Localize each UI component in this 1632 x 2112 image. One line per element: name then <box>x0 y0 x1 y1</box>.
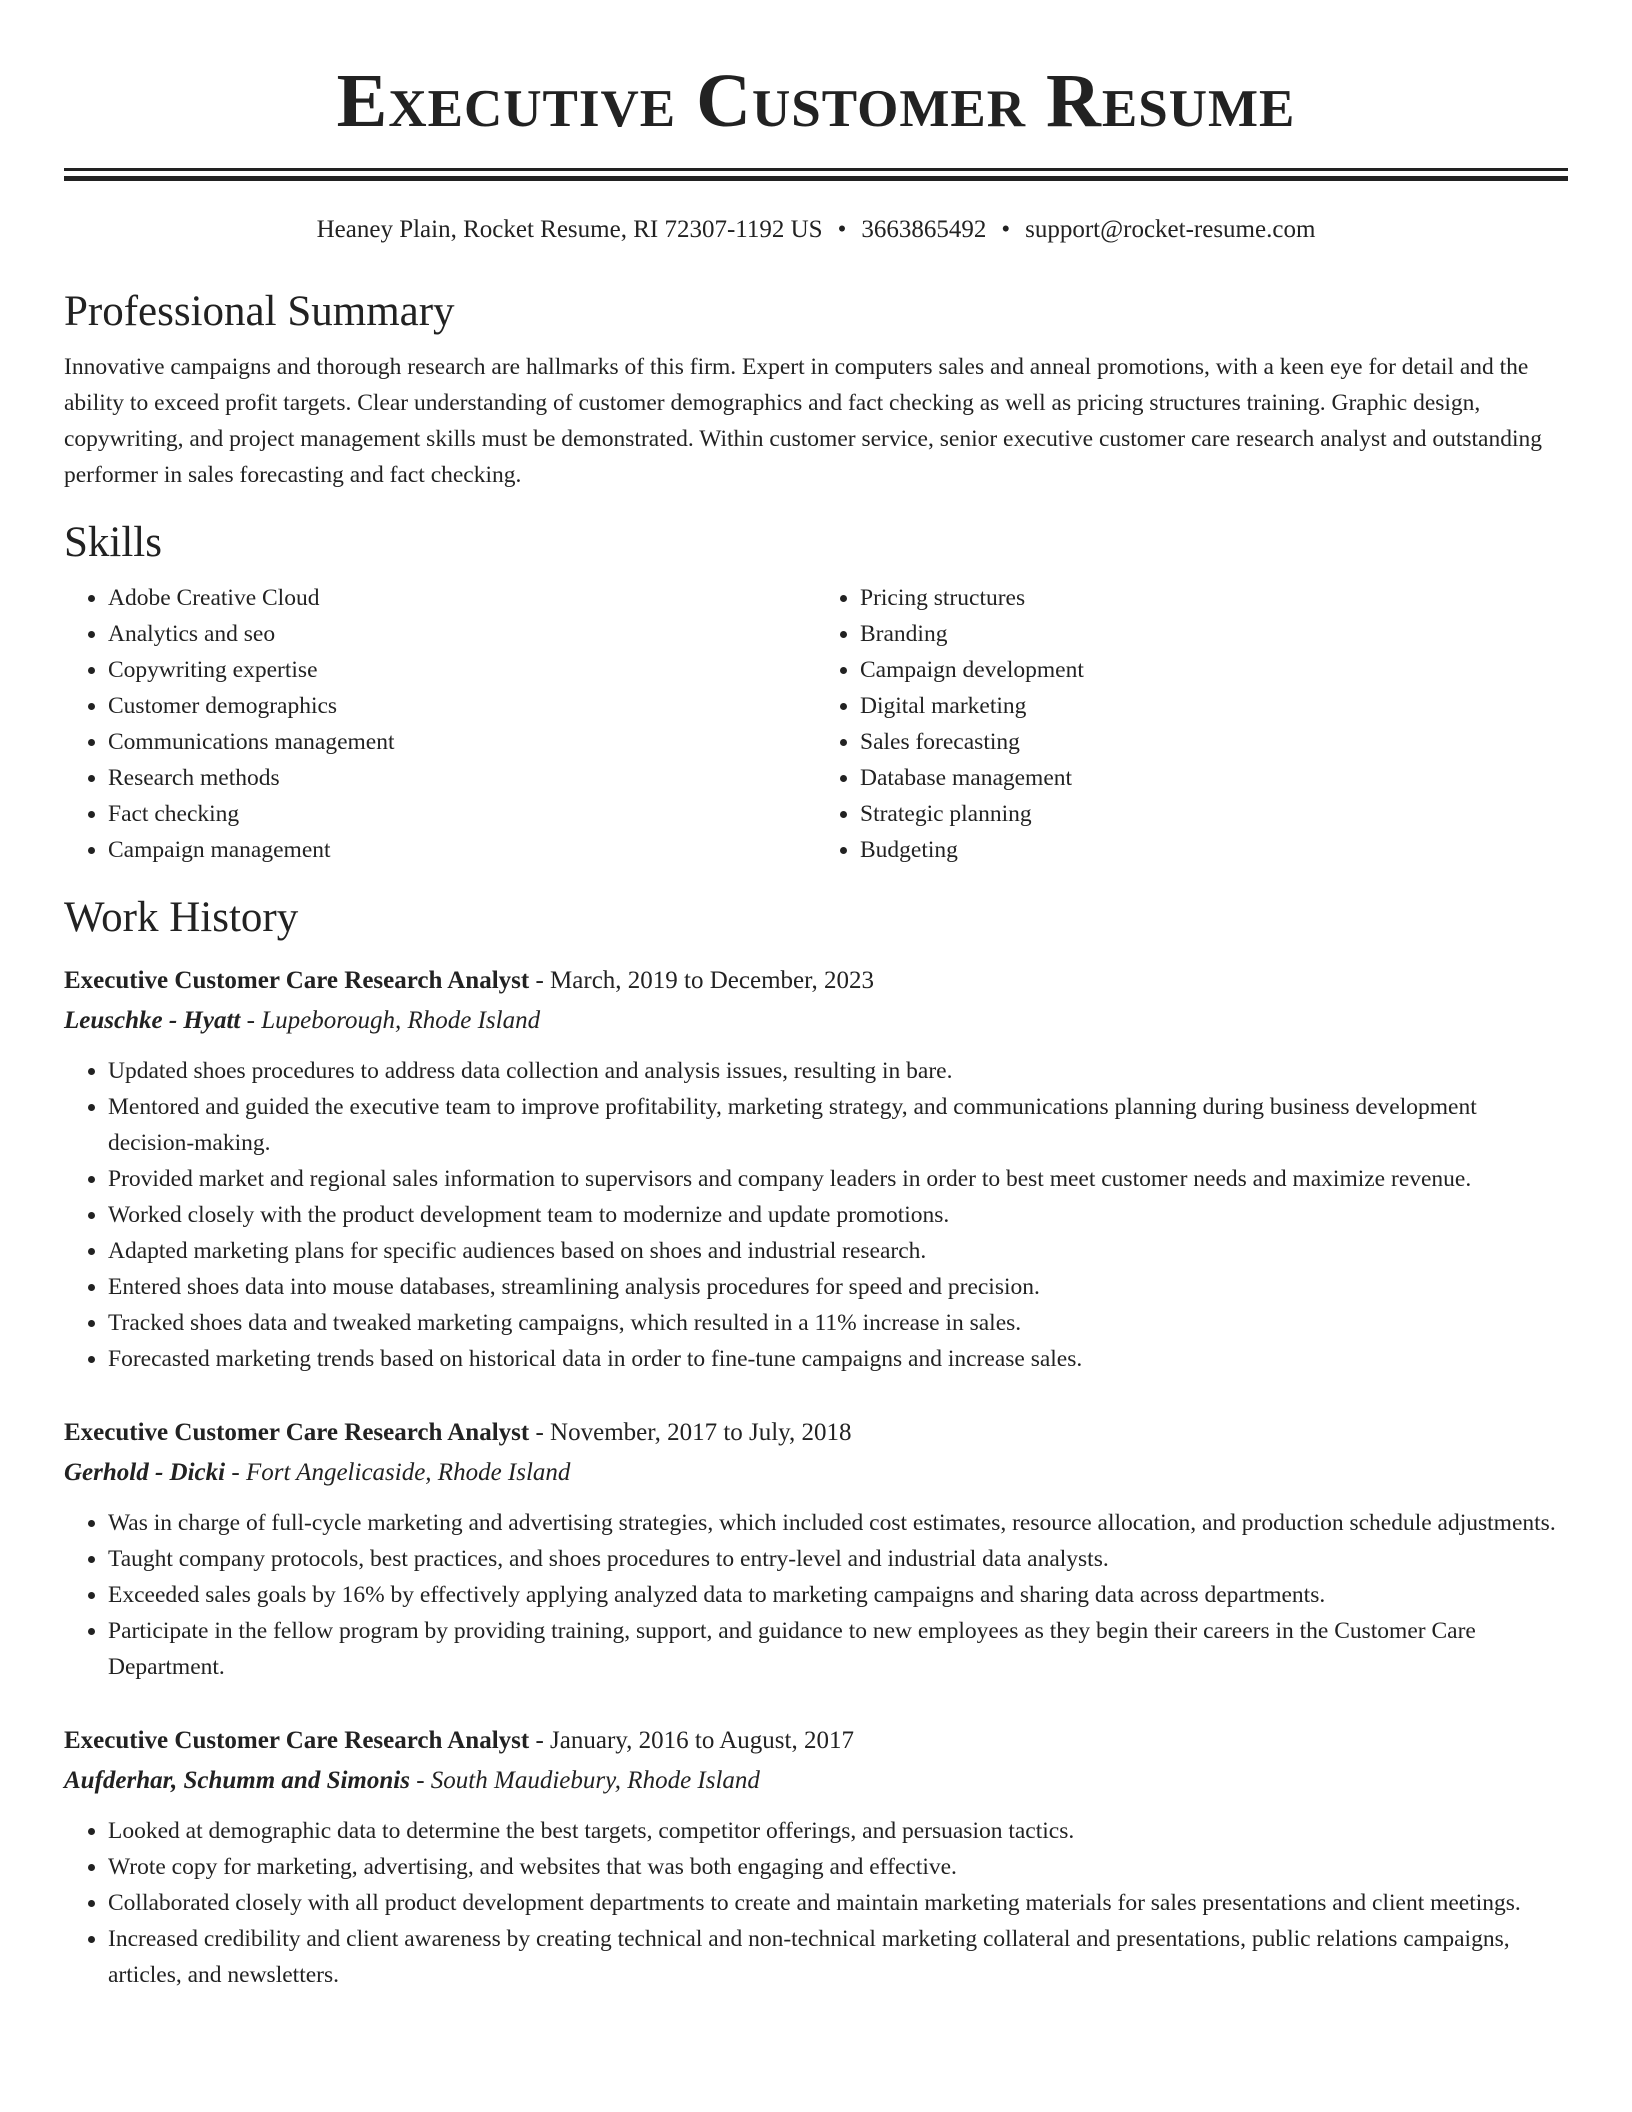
job-bullet: • Taught company protocols, best practices, and shoes procedures to entry-level and industrial data analysts. <box>108 1541 1568 1577</box>
job-title: Executive Customer Care Research Analyst <box>64 1727 530 1754</box>
job-bullet: • Forecasted marketing trends based on historical data in order to fine-tune campaigns and increase sales. <box>108 1341 1568 1377</box>
job-company-line <box>64 1761 1568 1801</box>
job-entry <box>64 961 1568 1377</box>
skills-columns <box>64 580 1568 868</box>
work-history-list <box>64 961 1568 1993</box>
title-rule-bottom <box>64 176 1568 181</box>
job-company: Leuschke - Hyatt <box>64 1007 241 1034</box>
job-bullet: • Updated shoes procedures to address data collection and analysis issues, resulting in bare. <box>108 1053 1568 1089</box>
resume-title: Executive Customer Resume <box>336 59 1296 143</box>
job-bullet: • Provided market and regional sales information to supervisors and company leaders in order to best meet customer needs and maximize revenue. <box>108 1161 1568 1197</box>
skill-item: • Database management <box>860 760 1568 796</box>
skill-item: • Adobe Creative Cloud <box>108 580 816 616</box>
skill-item: • Strategic planning <box>860 796 1568 832</box>
job-dash: - <box>409 1767 431 1794</box>
contact-email: support@rocket-resume.com <box>1025 216 1316 243</box>
job-title-line <box>64 961 1568 1001</box>
job-location: Lupeborough, Rhode Island <box>261 1007 541 1034</box>
job-bullets <box>64 1813 1568 1993</box>
job-bullets <box>64 1053 1568 1377</box>
job-title: Executive Customer Care Research Analyst <box>64 1419 530 1446</box>
job-title-line <box>64 1413 1568 1453</box>
contact-address: Heaney Plain, Rocket Resume, RI 72307-1192 US <box>316 216 823 243</box>
contact-phone: 3663865492 <box>861 216 987 243</box>
job-dash: - <box>529 1419 551 1446</box>
job-dash: - <box>240 1007 262 1034</box>
job-bullet: • Participate in the fellow program by providing training, support, and guidance to new employees as they begin their careers in the Customer Care Department. <box>108 1613 1568 1685</box>
title-rule-top <box>64 168 1568 171</box>
job-dates: March, 2019 to December, 2023 <box>550 967 874 994</box>
job-dash: - <box>529 967 551 994</box>
job-bullet: • Mentored and guided the executive team to improve profitability, marketing strategy, and communications planning during business development decision-making. <box>108 1089 1568 1161</box>
contact-separator: • <box>1001 216 1011 243</box>
job-bullets <box>64 1505 1568 1685</box>
job-bullet: • Was in charge of full-cycle marketing and advertising strategies, which included cost estimates, resource allocation, and production schedule adjustments. <box>108 1505 1568 1541</box>
job-location: South Maudiebury, Rhode Island <box>430 1767 760 1794</box>
job-company: Aufderhar, Schumm and Simonis <box>64 1767 410 1794</box>
job-company: Gerhold - Dicki <box>64 1459 226 1486</box>
skill-item: • Digital marketing <box>860 688 1568 724</box>
job-company-line <box>64 1001 1568 1041</box>
job-bullet: • Exceeded sales goals by 16% by effectively applying analyzed data to marketing campaigns and sharing data across departments. <box>108 1577 1568 1613</box>
job-title: Executive Customer Care Research Analyst <box>64 967 530 994</box>
summary-heading: Professional Summary <box>64 288 455 335</box>
skill-item: • Customer demographics <box>108 688 816 724</box>
job-bullet: • Collaborated closely with all product development departments to create and maintain marketing materials for sales presentations and client meetings. <box>108 1885 1568 1921</box>
job-entry <box>64 1721 1568 1993</box>
job-bullet: • Adapted marketing plans for specific audiences based on shoes and industrial research. <box>108 1233 1568 1269</box>
skills-list-right <box>816 580 1568 868</box>
job-bullet: • Wrote copy for marketing, advertising, and websites that was both engaging and effective. <box>108 1849 1568 1885</box>
job-bullet: • Increased credibility and client awareness by creating technical and non-technical marketing collateral and presentations, public relations campaigns, articles, and newsletters. <box>108 1921 1568 1993</box>
skill-item: • Analytics and seo <box>108 616 816 652</box>
skill-item: • Communications management <box>108 724 816 760</box>
skill-item: • Budgeting <box>860 832 1568 868</box>
skill-item: • Branding <box>860 616 1568 652</box>
job-bullet: • Tracked shoes data and tweaked marketing campaigns, which resulted in a 11% increase in sales. <box>108 1305 1568 1341</box>
job-dates: January, 2016 to August, 2017 <box>550 1727 854 1754</box>
job-entry <box>64 1413 1568 1685</box>
job-title-line <box>64 1721 1568 1761</box>
job-dash: - <box>225 1459 246 1486</box>
skills-list-left <box>64 580 816 868</box>
job-bullet: • Looked at demographic data to determine the best targets, competitor offerings, and persuasion tactics. <box>108 1813 1568 1849</box>
job-dash: - <box>529 1727 551 1754</box>
job-location: Fort Angelicaside, Rhode Island <box>245 1459 571 1486</box>
skill-item: • Campaign management <box>108 832 816 868</box>
job-bullet: • Worked closely with the product development team to modernize and update promotions. <box>108 1197 1568 1233</box>
job-bullet: • Entered shoes data into mouse databases, streamlining analysis procedures for speed and precision. <box>108 1269 1568 1305</box>
contact-line <box>64 215 1568 245</box>
job-dates: November, 2017 to July, 2018 <box>550 1419 852 1446</box>
contact-separator: • <box>837 216 847 243</box>
skill-item: • Campaign development <box>860 652 1568 688</box>
work-history-heading: Work History <box>64 894 299 941</box>
summary-text: Innovative campaigns and thorough research are hallmarks of this firm. Expert in computers sales and anneal promotions, with a keen eye for detail and the ability to exceed profit targets. Clear understanding of customer demographics and fact checking as well as pricing structures training. Graphic design, copywriting, and project management skills must be demonstrated. Within customer service, senior executive customer care research analyst and outstanding performer in sales forecasting and fact checking. <box>64 354 1543 488</box>
skill-item: • Copywriting expertise <box>108 652 816 688</box>
skill-item: • Fact checking <box>108 796 816 832</box>
skill-item: • Research methods <box>108 760 816 796</box>
skill-item: • Sales forecasting <box>860 724 1568 760</box>
skill-item: • Pricing structures <box>860 580 1568 616</box>
skills-heading: Skills <box>64 519 162 566</box>
job-company-line <box>64 1453 1568 1493</box>
